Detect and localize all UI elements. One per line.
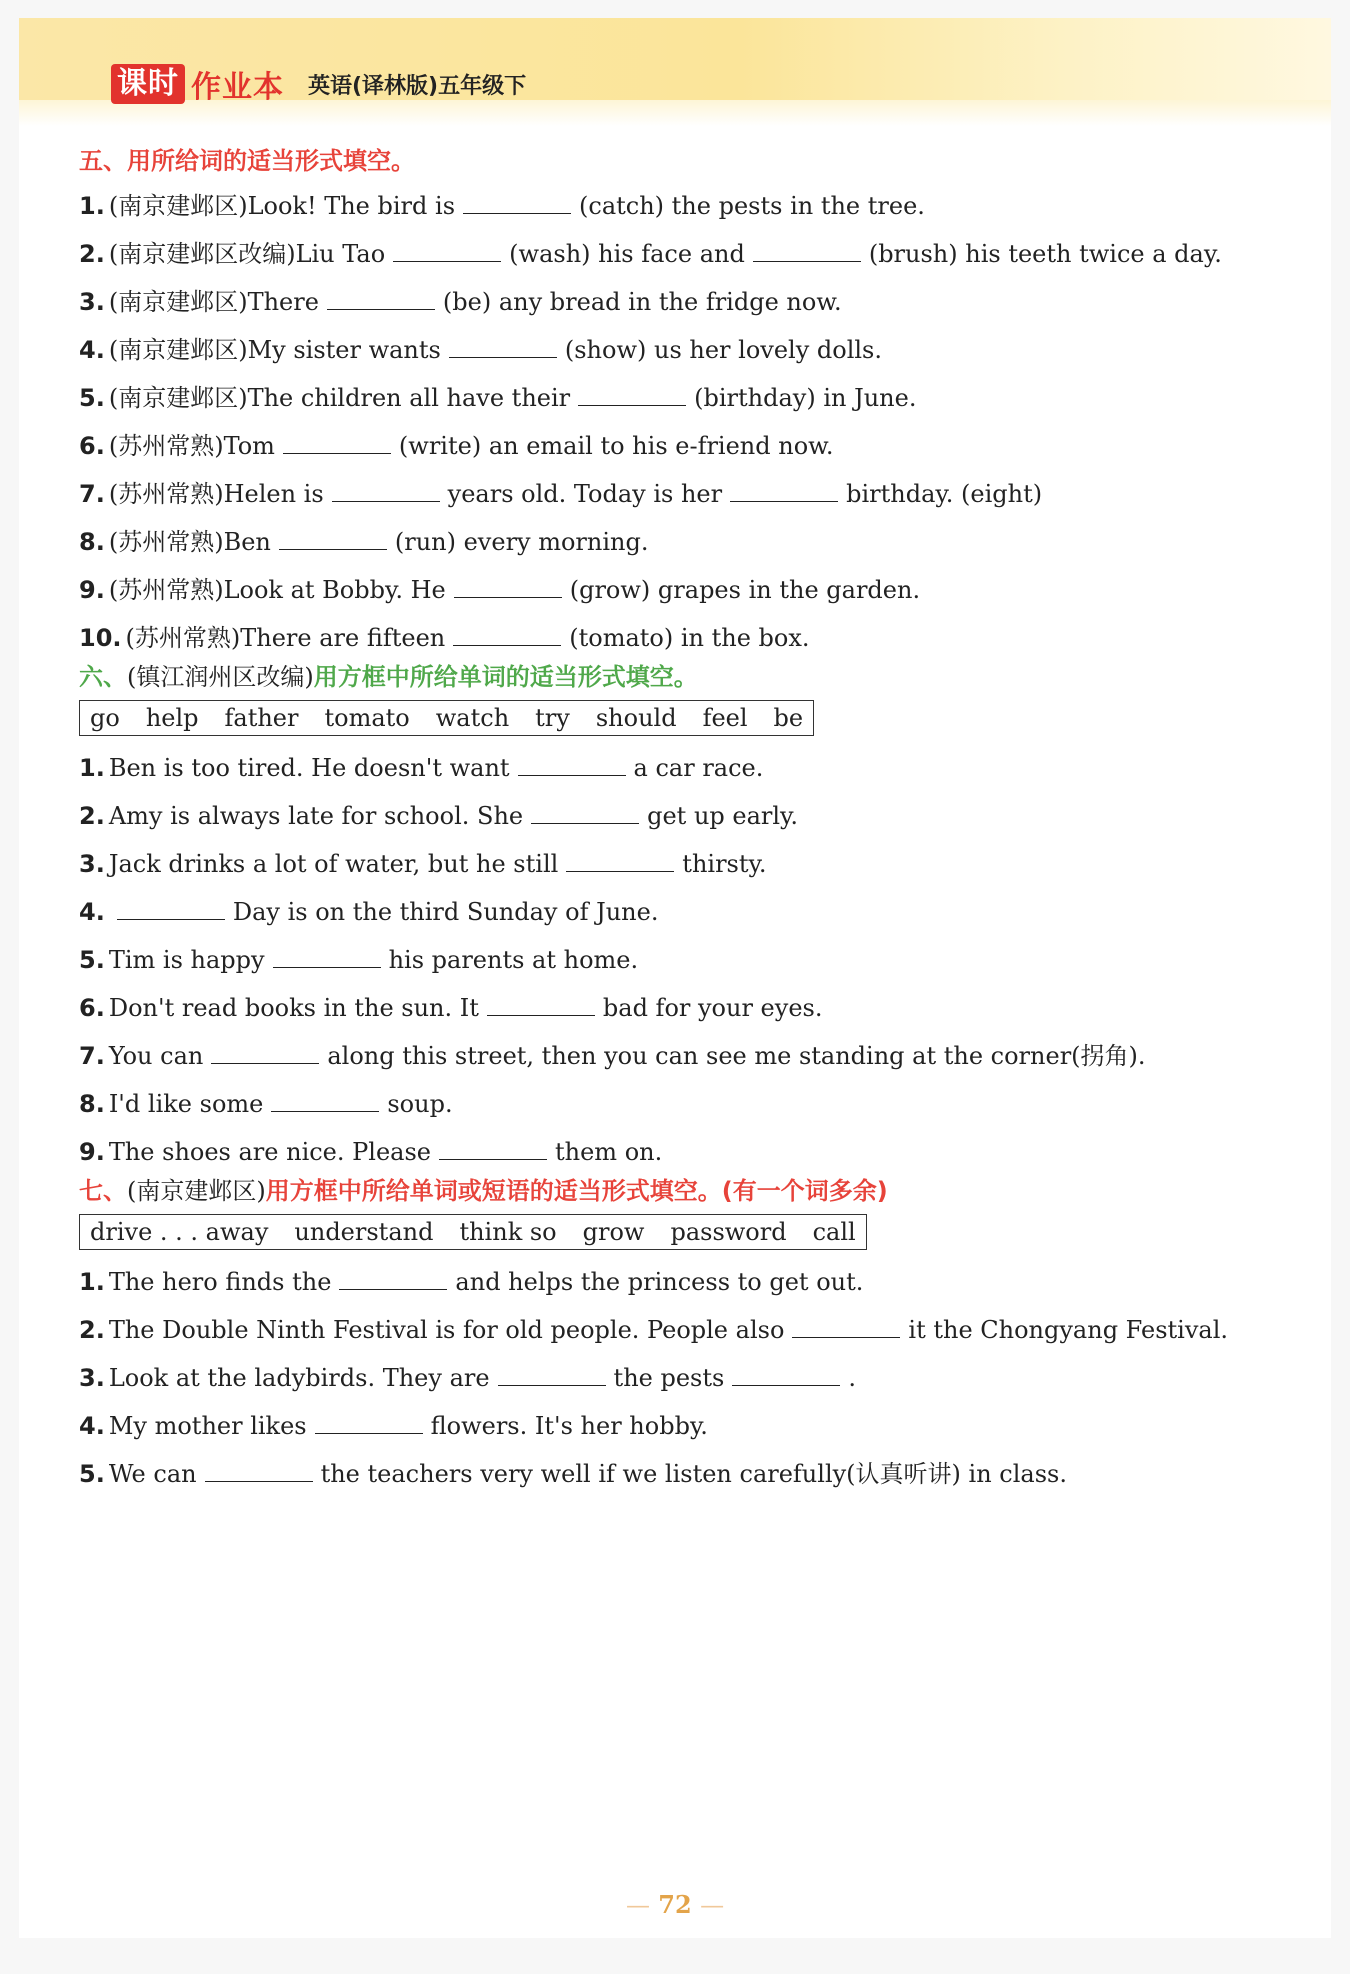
word-option: feel bbox=[702, 704, 748, 732]
word-option: should bbox=[595, 704, 677, 732]
book-subtitle: 英语(译林版)五年级下 bbox=[308, 73, 527, 99]
answer-blank[interactable] bbox=[730, 479, 838, 502]
answer-blank[interactable] bbox=[454, 575, 562, 598]
logo-text: 作业本 bbox=[191, 70, 284, 105]
logo-box: 课时 bbox=[111, 64, 185, 104]
word-box-6 bbox=[79, 700, 814, 736]
answer-blank[interactable] bbox=[732, 1363, 840, 1386]
word-option: be bbox=[773, 704, 804, 732]
s5-item-6: 6. (苏州常熟)Tom (write) an email to his e-friend now. bbox=[79, 432, 834, 460]
s6-item-7: 7. You can along this street, then you can see me standing at the corner(拐角). bbox=[79, 1042, 1146, 1070]
s6-item-3: 3. Jack drinks a lot of water, but he still thirsty. bbox=[79, 850, 767, 878]
answer-blank[interactable] bbox=[578, 383, 686, 406]
answer-blank[interactable] bbox=[279, 527, 387, 550]
s6-item-1: 1. Ben is too tired. He doesn't want a car race. bbox=[79, 754, 764, 782]
s6-item-2: 2. Amy is always late for school. She get up early. bbox=[79, 802, 799, 830]
answer-blank[interactable] bbox=[453, 623, 561, 646]
word-option: drive . . . away bbox=[90, 1218, 269, 1246]
s6-item-8: 8. I'd like some soup. bbox=[79, 1090, 453, 1118]
answer-blank[interactable] bbox=[315, 1411, 423, 1434]
word-option: try bbox=[535, 704, 570, 732]
answer-blank[interactable] bbox=[271, 1089, 379, 1112]
s5-item-8: 8. (苏州常熟)Ben (run) every morning. bbox=[79, 528, 649, 556]
answer-blank[interactable] bbox=[205, 1459, 313, 1482]
s6-item-5: 5. Tim is happy his parents at home. bbox=[79, 946, 639, 974]
answer-blank[interactable] bbox=[393, 239, 501, 262]
section-5-title: 五、用所给词的适当形式填空。 bbox=[79, 147, 415, 175]
answer-blank[interactable] bbox=[117, 897, 225, 920]
answer-blank[interactable] bbox=[531, 801, 639, 824]
answer-blank[interactable] bbox=[327, 287, 435, 310]
s6-item-4: 4. Day is on the third Sunday of June. bbox=[79, 898, 659, 926]
word-option: help bbox=[145, 704, 199, 732]
answer-blank[interactable] bbox=[283, 431, 391, 454]
word-box-7 bbox=[79, 1214, 867, 1250]
s5-item-4: 4. (南京建邺区)My sister wants (show) us her lovely dolls. bbox=[79, 336, 883, 364]
answer-blank[interactable] bbox=[273, 945, 381, 968]
answer-blank[interactable] bbox=[332, 479, 440, 502]
answer-blank[interactable] bbox=[753, 239, 861, 262]
word-option: watch bbox=[435, 704, 510, 732]
word-option: call bbox=[812, 1218, 856, 1246]
answer-blank[interactable] bbox=[498, 1363, 606, 1386]
answer-blank[interactable] bbox=[449, 335, 557, 358]
word-option: understand bbox=[294, 1218, 434, 1246]
s5-item-7: 7. (苏州常熟)Helen is years old. Today is her birthday. (eight) bbox=[79, 480, 1043, 508]
answer-blank[interactable] bbox=[339, 1267, 447, 1290]
s6-item-6: 6. Don't read books in the sun. It bad for your eyes. bbox=[79, 994, 823, 1022]
s5-item-10: 10. (苏州常熟)There are fifteen (tomato) in the box. bbox=[79, 624, 810, 652]
footer-dash: — bbox=[700, 1891, 725, 1919]
page-number: 72 bbox=[658, 1890, 692, 1919]
s7-item-5: 5. We can the teachers very well if we listen carefully(认真听讲) in class. bbox=[79, 1460, 1067, 1488]
word-option: think so bbox=[459, 1218, 557, 1246]
answer-blank[interactable] bbox=[439, 1137, 547, 1160]
s5-item-9: 9. (苏州常熟)Look at Bobby. He (grow) grapes in the garden. bbox=[79, 576, 921, 604]
word-option: tomato bbox=[324, 704, 410, 732]
book-logo bbox=[111, 62, 526, 106]
answer-blank[interactable] bbox=[463, 191, 571, 214]
content bbox=[79, 146, 1279, 1498]
word-option: father bbox=[224, 704, 299, 732]
word-option: grow bbox=[582, 1218, 645, 1246]
s7-item-4: 4. My mother likes flowers. It's her hobby. bbox=[79, 1412, 708, 1440]
footer-dash: — bbox=[625, 1891, 650, 1919]
section-7-title: 七、(南京建邺区)用方框中所给单词或短语的适当形式填空。(有一个词多余) bbox=[79, 1177, 888, 1205]
s7-item-1: 1. The hero finds the and helps the princess to get out. bbox=[79, 1268, 864, 1296]
s5-item-5: 5. (南京建邺区)The children all have their (birthday) in June. bbox=[79, 384, 917, 412]
s5-item-1: 1. (南京建邺区)Look! The bird is (catch) the pests in the tree. bbox=[79, 192, 925, 220]
answer-blank[interactable] bbox=[518, 753, 626, 776]
answer-blank[interactable] bbox=[792, 1315, 900, 1338]
answer-blank[interactable] bbox=[566, 849, 674, 872]
answer-blank[interactable] bbox=[211, 1041, 319, 1064]
s7-item-3: 3. Look at the ladybirds. They are the pests . bbox=[79, 1364, 856, 1392]
word-option: go bbox=[90, 704, 120, 732]
section-6-title: 六、(镇江润州区改编)用方框中所给单词的适当形式填空。 bbox=[79, 663, 698, 691]
s5-item-2: 2. (南京建邺区改编)Liu Tao (wash) his face and (brush) his teeth twice a day. bbox=[79, 240, 1222, 268]
s5-item-3: 3. (南京建邺区)There (be) any bread in the fridge now. bbox=[79, 288, 842, 316]
word-option: password bbox=[670, 1218, 787, 1246]
page-footer bbox=[19, 1890, 1331, 1919]
answer-blank[interactable] bbox=[487, 993, 595, 1016]
s7-item-2: 2. The Double Ninth Festival is for old people. People also it the Chongyang Festival. bbox=[79, 1316, 1229, 1344]
worksheet-page bbox=[19, 18, 1331, 1938]
s6-item-9: 9. The shoes are nice. Please them on. bbox=[79, 1138, 663, 1166]
